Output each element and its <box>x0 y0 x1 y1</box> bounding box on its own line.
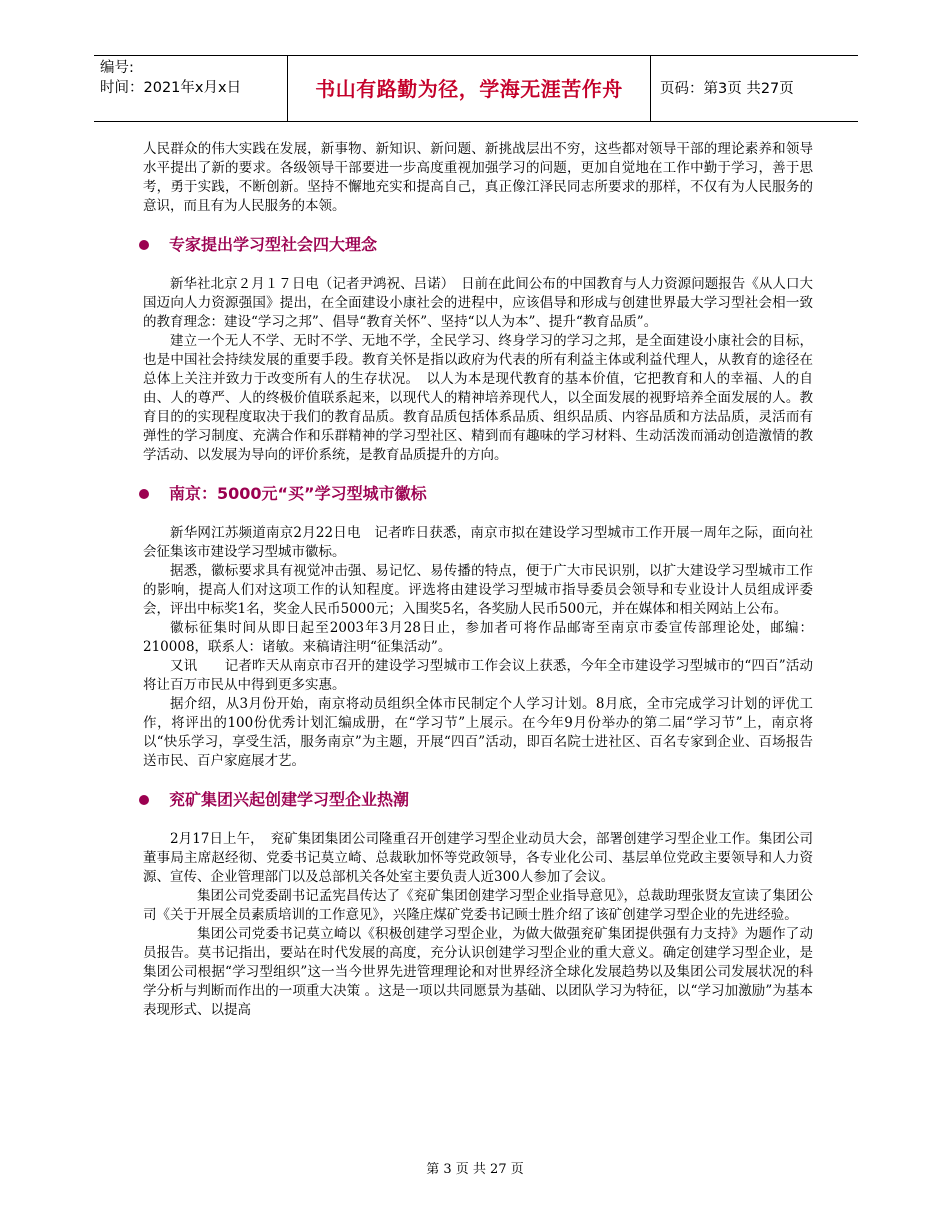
paragraph: 集团公司党委书记莫立崎以《积极创建学习型企业，为做大做强兖矿集团提供强有力支持》为题作了动员报告。莫书记指出，要站在时代发展的高度，充分认识创建学习型企业的重大意义。确定创建学习型企业，是集团公司根据“学习型组织”这一当今世界先进管理理论和对世界经济全球化发展趋势以及集团公司发展状况的科学分析与判断而作出的一项重大决策 。这是一项以共同愿景为基础、以团队学习为特征，以“学习加激励”为基本表现形式、以提高 <box>143 926 813 1018</box>
paragraph: 徽标征集时间从即日起至2003年3月28日止，参加者可将作品邮寄至南京市委宣传部理论处，邮编：210008，联系人：诸敏。来稿请注明“征集活动”。 <box>143 620 813 655</box>
section-title: 专家提出学习型社会四大理念 <box>169 235 378 254</box>
section-title: 兖矿集团兴起创建学习型企业热潮 <box>169 790 410 809</box>
page-footer: 第 3 页 共 27 页 <box>426 1162 524 1177</box>
doc-number-label: 编号: <box>100 60 134 76</box>
header-meta <box>100 58 241 98</box>
paragraph: 2月17日上午， 兖矿集团集团公司隆重召开创建学习型企业动员大会，部署创建学习型企业工作。集团公司董事局主席赵经彻、党委书记莫立崎、总裁耿加怀等党政领导，各专业化公司、基层单位党政主要领导和人力资源、宣传、企业管理部门以及总部机关各处室主要负责人近300人参加了会议。 <box>143 831 813 885</box>
document-body <box>143 140 813 1020</box>
bullet-icon <box>139 489 149 499</box>
bullet-icon <box>139 795 149 805</box>
section-heading <box>141 482 813 506</box>
section-heading <box>141 233 813 257</box>
section-title: 南京：5000元“买”学习型城市徽标 <box>169 484 427 503</box>
intro-paragraph: 人民群众的伟大实践在发展，新事物、新知识、新问题、新挑战层出不穷，这些都对领导干部的理论素养和领导水平提出了新的要求。各级领导干部要进一步高度重视加强学习的问题，更加自觉地在工作中勤于学习，善于思考，勇于实践，不断创新。坚持不懈地充实和提高自己，真正像江泽民同志所要求的那样，不仅有为人民服务的意识，而且有为人民服务的本领。 <box>143 141 813 214</box>
paragraph: 据介绍，从3月份开始，南京将动员组织全体市民制定个人学习计划。8月底，全市完成学习计划的评优工作，将评出的100份优秀计划汇编成册，在“学习节”上展示。在今年9月份举办的第二届“学习节”上，南京将以“快乐学习，享受生活，服务南京”为主题，开展“四百”活动，即百名院士进社区、百名专家到企业、百场报告送市民、百户家庭展才艺。 <box>143 696 813 769</box>
paragraph: 又讯 记者昨天从南京市召开的建设学习型城市工作会议上获悉，今年全市建设学习型城市的“四百”活动将让百万市民从中得到更多实惠。 <box>143 658 813 693</box>
paragraph: 新华社北京２月１７日电（记者尹鸿祝、吕诺） 日前在此间公布的中国教育与人力资源问题报告《从人口大国迈向人力资源强国》提出，在全面建设小康社会的进程中，应该倡导和形成与创建世界最大学习型社会相一致的教育理念：建设“学习之邦”、倡导“教育关怀”、坚持“以人为本”、提升“教育品质”。 <box>143 276 813 330</box>
header-divider-right <box>650 55 651 121</box>
section-heading <box>141 788 813 812</box>
paragraph: 集团公司党委副书记孟宪昌传达了《兖矿集团创建学习型企业指导意见》，总裁助理张贤友宣读了集团公司《关于开展全员素质培训的工作意见》，兴隆庄煤矿党委书记顾士胜介绍了该矿创建学习型企业的先进经验。 <box>143 888 813 923</box>
paragraph: 新华网江苏频道南京2月22日电 记者昨日获悉，南京市拟在建设学习型城市工作开展一周年之际，面向社会征集该市建设学习型城市徽标。 <box>143 525 813 560</box>
header-page-info: 页码：第3页 共27页 <box>660 81 794 97</box>
paragraph: 据悉，徽标要求具有视觉冲击强、易记忆、易传播的特点，便于广大市民识别，以扩大建设学习型城市工作的影响，提高人们对这项工作的认知程度。评选将由建设学习型城市指导委员会领导和专业设计人员组成评委会，评出中标奖1名，奖金人民币5000元；入围奖5名，各奖励人民币500元，并在媒体和相关网站上公布。 <box>143 563 813 617</box>
bullet-icon <box>139 240 149 250</box>
doc-date: 时间：2021年x月x日 <box>100 80 242 96</box>
paragraph: 建立一个无人不学、无时不学、无地不学，全民学习、终身学习的学习之邦，是全面建设小康社会的目标，也是中国社会持续发展的重要手段。教育关怀是指以政府为代表的所有利益主体或利益代理人，从教育的途径在总体上关注并致力于改变所有人的生存状况。 以人为本是现代教育的基本价值，它把教育和人的幸福、人的自由、人的尊严、人的终极价值联系起来，以现代人的精神培养现代人，以全面发展的视野培养全面发展的人。教育目的的实现程度取决于我们的教育品质。教育品质包括体系品质、组织品质、内容品质和方法品质，灵活而有弹性的学习制度、充满合作和乐群精神的学习型社区、精到而有趣味的学习材料、生动活泼而涌动创造激情的教学活动、以发展为导向的评价系统，是教育品质提升的方向。 <box>143 333 813 463</box>
header-motto: 书山有路勤为径，学海无涯苦作舟 <box>315 77 623 101</box>
